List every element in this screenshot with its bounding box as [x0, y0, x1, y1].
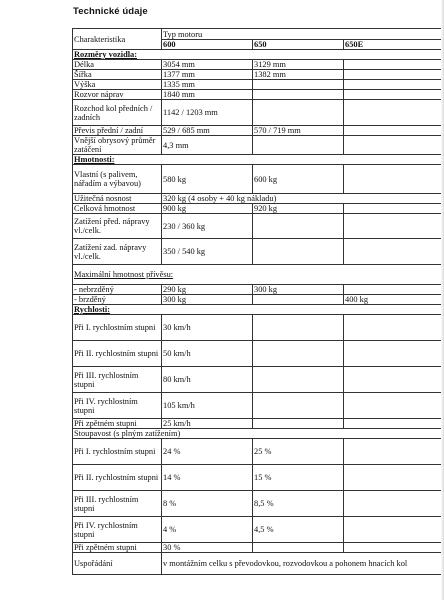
row-value-600: 290 kg [162, 285, 253, 295]
row-value-650 [253, 543, 344, 553]
table-row [73, 50, 443, 60]
table-row [73, 429, 443, 439]
row-value-600: 4,3 mm [162, 136, 253, 155]
row-value-600: 80 km/h [162, 367, 253, 393]
row-value-600: 300 kg [162, 295, 253, 305]
row-value-650: 3129 mm [253, 60, 344, 70]
header-row-1 [73, 29, 443, 40]
row-value-600: 30 % [162, 543, 253, 553]
table-row [73, 305, 443, 315]
header-engine-type: Typ motoru [162, 29, 443, 40]
row-value-650e [344, 419, 443, 429]
row-value-600: 580 kg [162, 165, 253, 194]
row-value-650: 920 kg [253, 204, 344, 214]
row-value-650e [344, 80, 443, 90]
row-label: Výška [73, 80, 162, 90]
row-value-600: 529 / 685 mm [162, 126, 253, 136]
row-label: Při II. rychlostním stupni [73, 341, 162, 367]
row-value-600: 1335 mm [162, 80, 253, 90]
table-row [73, 553, 443, 575]
row-value-650e [344, 239, 443, 265]
row-value-650e [344, 136, 443, 155]
row-value-650 [253, 136, 344, 155]
table-row [73, 517, 443, 543]
row-value-600: 8 % [162, 491, 253, 517]
row-value-600: 14 % [162, 465, 253, 491]
row-label: Při III. rychlostním stupni [73, 367, 162, 393]
row-label: Hmotnosti: [73, 155, 443, 165]
table-row [73, 100, 443, 126]
row-label: Při IV. rychlostním stupni [73, 393, 162, 419]
row-value-600: 4 % [162, 517, 253, 543]
row-value-650: 25 % [253, 439, 344, 465]
row-label: - nebrzděný [73, 285, 162, 295]
row-value-650 [253, 90, 344, 100]
table-row [73, 315, 443, 341]
row-label: Šířka [73, 70, 162, 80]
table-row [73, 165, 443, 194]
table-row [73, 543, 443, 553]
row-label: Uspořádání [73, 553, 162, 575]
table-row [73, 465, 443, 491]
row-value-650e [344, 70, 443, 80]
row-label: Při IV. rychlostním stupni [73, 517, 162, 543]
row-value-650e [344, 517, 443, 543]
header-characteristics: Charakteristika [73, 29, 162, 50]
header-model-600: 600 [162, 40, 253, 50]
row-value-650 [253, 367, 344, 393]
spec-table [72, 28, 443, 575]
row-value-650e [344, 341, 443, 367]
spec-table-body [73, 29, 443, 575]
row-value-650: 570 / 719 mm [253, 126, 344, 136]
table-row [73, 90, 443, 100]
row-label: Rozvor náprav [73, 90, 162, 100]
row-value-650e [344, 126, 443, 136]
row-value-600: 105 km/h [162, 393, 253, 419]
row-value-650e [344, 439, 443, 465]
header-model-650e: 650E [344, 40, 443, 50]
row-label: Vnější obrysový průměr zatáčení [73, 136, 162, 155]
row-label: Vlastní (s palivem, nářadím a výbavou) [73, 165, 162, 194]
row-value-650: 4,5 % [253, 517, 344, 543]
table-row [73, 126, 443, 136]
row-value-650: 1382 mm [253, 70, 344, 80]
row-value-650e [344, 367, 443, 393]
row-value-600: 900 kg [162, 204, 253, 214]
row-label: Celková hmotnost [73, 204, 162, 214]
table-row [73, 341, 443, 367]
row-value-600: 3054 mm [162, 60, 253, 70]
table-row [73, 285, 443, 295]
row-label: - brzděný [73, 295, 162, 305]
row-label: Při II. rychlostním stupni [73, 465, 162, 491]
row-value-650e [344, 60, 443, 70]
row-value-600: 350 / 540 kg [162, 239, 253, 265]
table-row [73, 367, 443, 393]
row-label: Při zpětném stupni [73, 419, 162, 429]
row-value-650e [344, 543, 443, 553]
row-value-650: 300 kg [253, 285, 344, 295]
row-value-650: 15 % [253, 465, 344, 491]
row-label: Užitečná nosnost [73, 194, 162, 204]
table-row [73, 70, 443, 80]
row-value-650 [253, 295, 344, 305]
row-value-600: 1377 mm [162, 70, 253, 80]
row-value-650 [253, 419, 344, 429]
row-label: Při zpětném stupni [73, 543, 162, 553]
row-value-650e [344, 315, 443, 341]
table-row [73, 155, 443, 165]
row-value-650 [253, 341, 344, 367]
row-value-650 [253, 214, 344, 239]
row-value-650e [344, 90, 443, 100]
row-label: Při I. rychlostním stupni [73, 315, 162, 341]
table-row [73, 295, 443, 305]
row-value-600: 1840 mm [162, 90, 253, 100]
row-label: Při I. rychlostním stupni [73, 439, 162, 465]
table-row [73, 60, 443, 70]
table-row [73, 204, 443, 214]
row-value-600: 1142 / 1203 mm [162, 100, 253, 126]
row-value-650: 600 kg [253, 165, 344, 194]
row-label: Zatížení před. nápravy vl./celk. [73, 214, 162, 239]
table-row [73, 265, 443, 285]
row-value-600: 25 km/h [162, 419, 253, 429]
row-value-650e [344, 100, 443, 126]
table-row [73, 80, 443, 90]
table-row [73, 491, 443, 517]
row-value-600: 30 km/h [162, 315, 253, 341]
table-row [73, 194, 443, 204]
page-title: Technické údaje [73, 6, 148, 17]
row-label: Rychlosti: [73, 305, 443, 315]
row-value-span: v montážním celku s převodovkou, rozvodovkou a pohonem hnacích kol [162, 553, 443, 575]
row-label: Stoupavost (s plným zatížením) [73, 429, 443, 439]
row-value-650e [344, 491, 443, 517]
row-value-650e [344, 214, 443, 239]
table-row [73, 393, 443, 419]
row-label: Rozměry vozidla: [73, 50, 443, 60]
table-row [73, 419, 443, 429]
row-value-650e [344, 165, 443, 194]
table-row [73, 136, 443, 155]
row-value-600: 24 % [162, 439, 253, 465]
row-value-650e [344, 465, 443, 491]
table-row [73, 439, 443, 465]
row-value-650e: 400 kg [344, 295, 443, 305]
row-label: Zatížení zad. nápravy vl./celk. [73, 239, 162, 265]
row-label: Délka [73, 60, 162, 70]
row-value-650 [253, 80, 344, 90]
row-value-650 [253, 239, 344, 265]
header-model-650: 650 [253, 40, 344, 50]
row-value-600: 230 / 360 kg [162, 214, 253, 239]
row-label: Rozchod kol předních / zadních [73, 100, 162, 126]
row-value-600: 50 km/h [162, 341, 253, 367]
row-value-650 [253, 100, 344, 126]
row-value-span: 320 kg (4 osoby + 40 kg nákladu) [162, 194, 443, 204]
row-value-650 [253, 393, 344, 419]
row-value-650: 8,5 % [253, 491, 344, 517]
row-value-650e [344, 393, 443, 419]
row-label: Převis přední / zadní [73, 126, 162, 136]
table-row [73, 214, 443, 239]
row-label: Při III. rychlostním stupni [73, 491, 162, 517]
row-label: Maximální hmotnost přívěsu: [73, 265, 443, 285]
row-value-650e [344, 285, 443, 295]
row-value-650 [253, 315, 344, 341]
table-row [73, 239, 443, 265]
row-value-650e [344, 204, 443, 214]
